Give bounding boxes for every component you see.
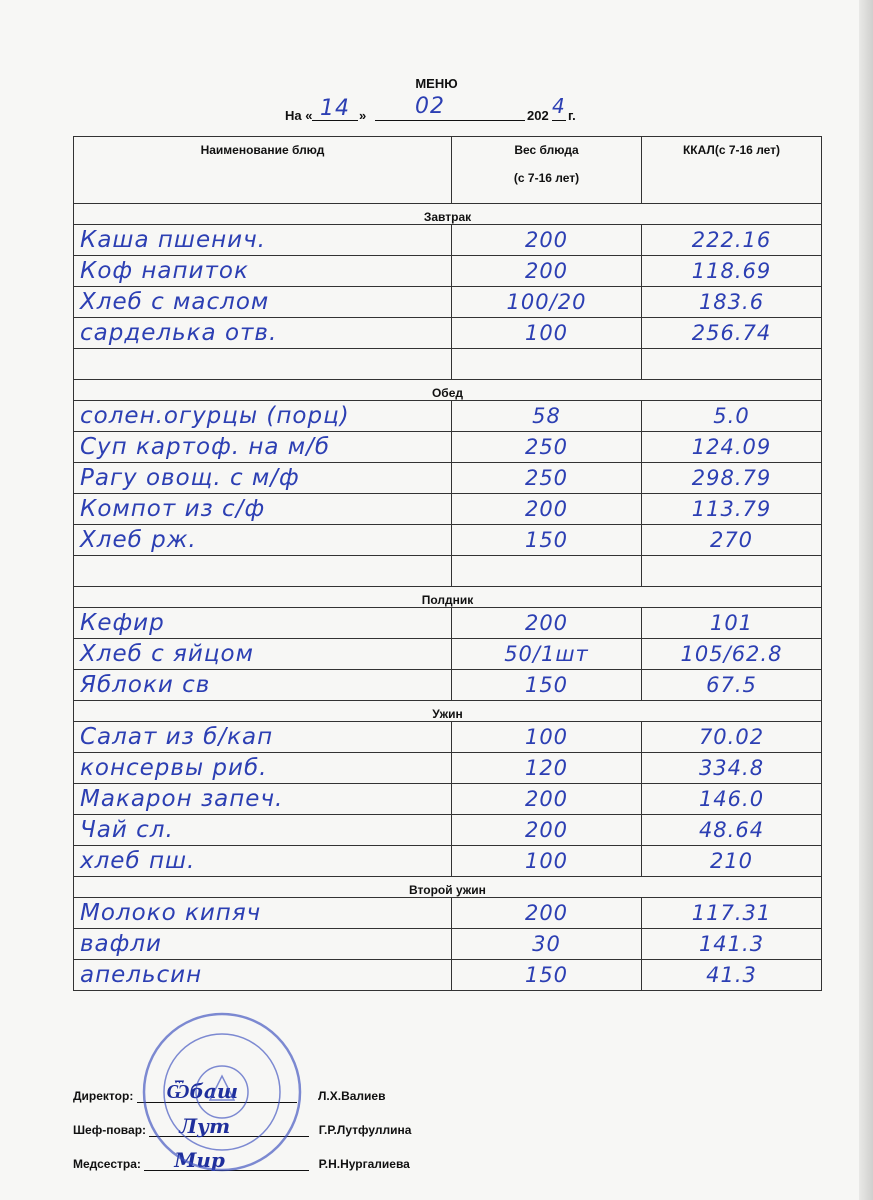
dish-weight-cell <box>452 960 642 991</box>
dish-name: Суп картоф. на м/б <box>80 434 331 460</box>
dish-weight: 250 <box>524 435 569 459</box>
dish-kcal: 210 <box>709 849 754 873</box>
dish-kcal-cell <box>642 639 822 670</box>
menu-table <box>73 136 822 991</box>
table-row <box>74 608 822 639</box>
table-row <box>74 639 822 670</box>
dish-kcal-cell <box>642 846 822 877</box>
day-field <box>312 96 358 121</box>
dish-name: апельсин <box>80 962 203 988</box>
dish-kcal-cell <box>642 318 822 349</box>
dish-kcal: 222.16 <box>691 228 772 252</box>
table-row <box>74 929 822 960</box>
table-row <box>74 753 822 784</box>
table-row <box>74 960 822 991</box>
dish-weight-cell <box>452 494 642 525</box>
dish-weight-cell <box>452 349 642 380</box>
dish-name-cell <box>74 639 452 670</box>
section-row <box>74 380 822 401</box>
dish-name: вафли <box>80 931 162 957</box>
dish-name-cell <box>74 960 452 991</box>
table-row <box>74 318 822 349</box>
dish-weight-cell <box>452 722 642 753</box>
section-row <box>74 877 822 898</box>
section-title: Завтрак <box>74 204 822 225</box>
table-header-row <box>74 137 822 204</box>
table-row <box>74 287 822 318</box>
dish-name-cell <box>74 815 452 846</box>
table-row <box>74 722 822 753</box>
section-row <box>74 587 822 608</box>
table-row <box>74 401 822 432</box>
year-suffix: г. <box>568 108 576 123</box>
signature-person: Л.Х.Валиев <box>318 1089 386 1103</box>
dish-name: Яблоки св <box>80 672 211 698</box>
dish-weight: 200 <box>524 259 569 283</box>
date-prefix: На « <box>285 108 313 123</box>
month-field <box>375 94 525 121</box>
section-row <box>74 701 822 722</box>
dish-name-cell <box>74 898 452 929</box>
dish-weight-cell <box>452 815 642 846</box>
dish-weight-cell <box>452 784 642 815</box>
dish-weight-cell <box>452 256 642 287</box>
dish-weight: 200 <box>524 787 569 811</box>
dish-kcal-cell <box>642 349 822 380</box>
dish-kcal-cell <box>642 670 822 701</box>
dish-kcal-cell <box>642 815 822 846</box>
dish-kcal: 124.09 <box>691 435 772 459</box>
dish-weight-cell <box>452 525 642 556</box>
dish-name: Компот из с/ф <box>80 496 266 522</box>
dish-weight: 100/20 <box>506 290 587 314</box>
dish-name-cell <box>74 401 452 432</box>
table-row <box>74 432 822 463</box>
dish-name-cell <box>74 463 452 494</box>
day-value: 14 <box>320 96 350 121</box>
section-title: Обед <box>74 380 822 401</box>
dish-kcal: 256.74 <box>691 321 772 345</box>
dish-name-cell <box>74 556 452 587</box>
section-row <box>74 204 822 225</box>
col-header-name: Наименование блюд <box>74 137 452 204</box>
signature-line <box>137 1079 297 1103</box>
signature-role: Директор: <box>73 1089 134 1103</box>
dish-kcal: 146.0 <box>698 787 765 811</box>
dish-name: Кефир <box>80 610 165 636</box>
handwritten-signature: Мир <box>174 1148 225 1172</box>
table-row <box>74 525 822 556</box>
table-row <box>74 556 822 587</box>
col-header-weight-label: Вес блюда <box>514 143 579 157</box>
dish-weight: 250 <box>524 466 569 490</box>
dish-weight: 200 <box>524 611 569 635</box>
dish-weight-cell <box>452 432 642 463</box>
dish-name-cell <box>74 225 452 256</box>
dish-weight-cell <box>452 670 642 701</box>
dish-name: Хлеб с маслом <box>80 289 270 315</box>
dish-weight: 200 <box>524 901 569 925</box>
dish-weight: 200 <box>524 228 569 252</box>
dish-name: сарделька отв. <box>80 320 278 346</box>
col-header-kcal: ККАЛ(с 7-16 лет) <box>642 137 822 204</box>
table-row <box>74 494 822 525</box>
dish-name-cell <box>74 608 452 639</box>
dish-weight: 100 <box>524 321 569 345</box>
dish-kcal: 101 <box>709 611 754 635</box>
dish-weight: 200 <box>524 497 569 521</box>
signature-chef <box>73 1114 412 1138</box>
dish-kcal: 70.02 <box>698 725 765 749</box>
dish-weight-cell <box>452 898 642 929</box>
dish-name: Хлеб с яйцом <box>80 641 254 667</box>
dish-name-cell <box>74 846 452 877</box>
table-row <box>74 670 822 701</box>
dish-weight: 100 <box>524 725 569 749</box>
dish-kcal: 270 <box>709 528 754 552</box>
dish-weight: 58 <box>532 404 561 428</box>
signature-line <box>149 1114 309 1138</box>
table-row <box>74 463 822 494</box>
dish-weight-cell <box>452 608 642 639</box>
handwritten-signature: Ѿбаш <box>166 1079 239 1103</box>
page-title: МЕНЮ <box>415 76 458 91</box>
dish-weight-cell <box>452 846 642 877</box>
signature-nurse <box>73 1148 410 1172</box>
dish-kcal: 334.8 <box>698 756 765 780</box>
table-row <box>74 898 822 929</box>
table-row <box>74 784 822 815</box>
dish-kcal-cell <box>642 287 822 318</box>
dish-kcal-cell <box>642 556 822 587</box>
dish-name-cell <box>74 287 452 318</box>
menu-body <box>74 204 822 991</box>
dish-kcal-cell <box>642 401 822 432</box>
dish-kcal-cell <box>642 753 822 784</box>
signature-director <box>73 1079 386 1103</box>
section-title: Второй ужин <box>74 877 822 898</box>
dish-weight-cell <box>452 225 642 256</box>
dish-weight-cell <box>452 753 642 784</box>
dish-weight: 200 <box>524 818 569 842</box>
dish-weight: 150 <box>524 963 569 987</box>
dish-kcal: 183.6 <box>698 290 765 314</box>
scan-edge <box>859 0 873 1200</box>
dish-name-cell <box>74 494 452 525</box>
dish-weight-cell <box>452 287 642 318</box>
col-header-weight-sub: (с 7-16 лет) <box>513 171 580 185</box>
dish-kcal: 118.69 <box>691 259 772 283</box>
dish-weight: 100 <box>524 849 569 873</box>
dish-name: Салат из б/кап <box>80 724 274 750</box>
dish-weight: 120 <box>524 756 569 780</box>
handwritten-signature: Лут <box>179 1114 231 1138</box>
dish-kcal: 298.79 <box>691 466 772 490</box>
dish-name: консервы риб. <box>80 755 268 781</box>
dish-name: солен.огурцы (порц) <box>80 403 350 429</box>
dish-name-cell <box>74 256 452 287</box>
dish-kcal: 48.64 <box>698 818 765 842</box>
dish-kcal: 41.3 <box>706 963 757 987</box>
dish-weight-cell <box>452 401 642 432</box>
table-row <box>74 256 822 287</box>
dish-name: Рагу овощ. с м/ф <box>80 465 300 491</box>
year-digit-field <box>552 94 566 121</box>
dish-name-cell <box>74 525 452 556</box>
dish-name-cell <box>74 432 452 463</box>
dish-name: Коф напиток <box>80 258 249 284</box>
table-row <box>74 815 822 846</box>
table-row <box>74 349 822 380</box>
dish-name: Молоко кипяч <box>80 900 262 926</box>
year-prefix: 202 <box>527 108 549 123</box>
dish-name-cell <box>74 349 452 380</box>
dish-kcal: 113.79 <box>691 497 772 521</box>
dish-weight-cell <box>452 929 642 960</box>
dish-weight-cell <box>452 639 642 670</box>
dish-name: хлеб пш. <box>80 848 196 874</box>
dish-kcal: 67.5 <box>706 673 757 697</box>
signature-person: Р.Н.Нургалиева <box>318 1157 410 1171</box>
dish-weight-cell <box>452 318 642 349</box>
dish-kcal-cell <box>642 784 822 815</box>
dish-name-cell <box>74 753 452 784</box>
dish-kcal-cell <box>642 722 822 753</box>
signature-role: Медсестра: <box>73 1157 141 1171</box>
dish-kcal-cell <box>642 494 822 525</box>
signature-role: Шеф-повар: <box>73 1123 147 1137</box>
dish-weight: 150 <box>524 528 569 552</box>
section-title: Полдник <box>74 587 822 608</box>
dish-kcal-cell <box>642 960 822 991</box>
dish-kcal-cell <box>642 929 822 960</box>
month-value: 02 <box>415 94 445 119</box>
table-row <box>74 846 822 877</box>
dish-kcal-cell <box>642 898 822 929</box>
dish-weight-cell <box>452 556 642 587</box>
dish-kcal-cell <box>642 225 822 256</box>
section-title: Ужин <box>74 701 822 722</box>
dish-name: Макарон запеч. <box>80 786 284 812</box>
dish-weight: 150 <box>524 673 569 697</box>
dish-kcal: 141.3 <box>698 932 765 956</box>
dish-name-cell <box>74 670 452 701</box>
dish-name: Хлеб рж. <box>80 527 197 553</box>
dish-kcal-cell <box>642 608 822 639</box>
date-line <box>285 94 605 126</box>
dish-name: Каша пшенич. <box>80 227 266 253</box>
dish-kcal: 117.31 <box>691 901 772 925</box>
dish-name: Чай сл. <box>80 817 174 843</box>
table-row <box>74 225 822 256</box>
year-digit: 4 <box>552 94 566 118</box>
dish-kcal: 105/62.8 <box>680 642 783 666</box>
signature-person: Г.Р.Лутфуллина <box>318 1123 412 1137</box>
dish-kcal-cell <box>642 256 822 287</box>
date-mid: » <box>359 108 367 123</box>
dish-kcal-cell <box>642 432 822 463</box>
dish-name-cell <box>74 318 452 349</box>
dish-name-cell <box>74 784 452 815</box>
dish-weight: 50/1шт <box>504 642 589 666</box>
dish-name-cell <box>74 722 452 753</box>
dish-kcal-cell <box>642 463 822 494</box>
dish-kcal: 5.0 <box>713 404 750 428</box>
dish-weight-cell <box>452 463 642 494</box>
signature-line <box>144 1148 309 1172</box>
col-header-weight <box>452 137 642 204</box>
dish-weight: 30 <box>532 932 561 956</box>
dish-name-cell <box>74 929 452 960</box>
dish-kcal-cell <box>642 525 822 556</box>
